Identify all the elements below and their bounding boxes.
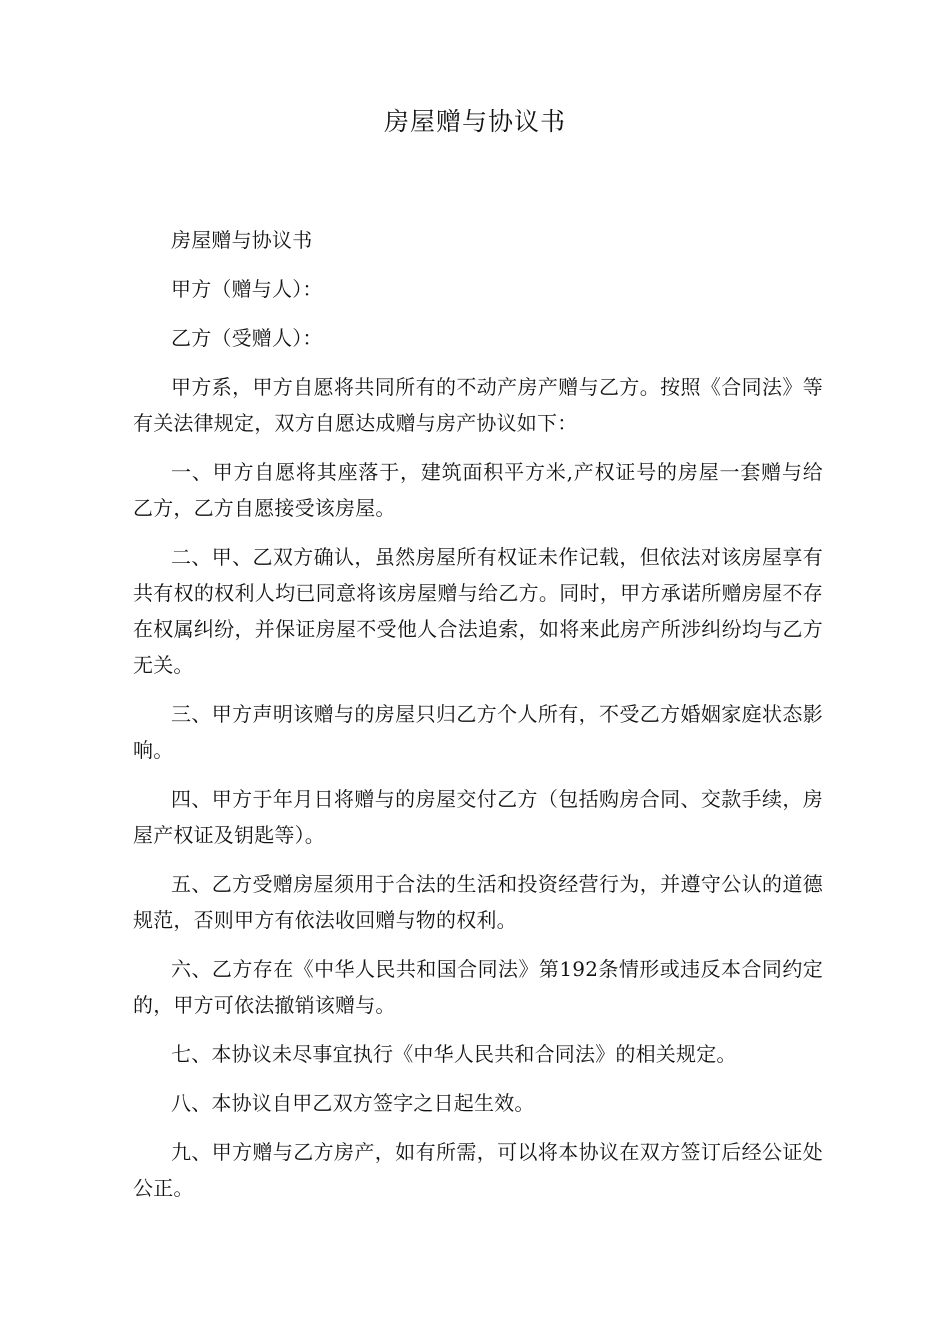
document-title: 房屋赠与协议书 — [383, 107, 566, 136]
clause-5: 五、乙方受赠房屋须用于合法的生活和投资经营行为，并遵守公认的道德规范，否则甲方有依法收回赠与物的权利。 — [133, 872, 823, 932]
clause-9: 九、甲方赠与乙方房产，如有所需，可以将本协议在双方签订后经公证处公正。 — [133, 1140, 823, 1200]
clause-6: 六、乙方存在《中华人民共和国合同法》第192条情形或违反本合同约定的，甲方可依法撤销该赠与。 — [133, 957, 823, 1017]
clause-4: 四、甲方于年月日将赠与的房屋交付乙方（包括购房合同、交款手续，房屋产权证及钥匙等）。 — [133, 787, 823, 847]
paragraph-preamble: 甲方系，甲方自愿将共同所有的不动产房产赠与乙方。按照《合同法》等有关法律规定，双方自愿达成赠与房产协议如下： — [133, 375, 823, 435]
paragraph-party-a: 甲方（赠与人）： — [171, 277, 323, 301]
clause-3: 三、甲方声明该赠与的房屋只归乙方个人所有，不受乙方婚姻家庭状态影响。 — [133, 702, 823, 762]
clause-1: 一、甲方自愿将其座落于，建筑面积平方米,产权证号的房屋一套赠与给乙方，乙方自愿接受该房屋。 — [133, 460, 823, 520]
clause-2: 二、甲、乙双方确认，虽然房屋所有权证未作记载，但依法对该房屋享有共有权的权利人均已同意将该房屋赠与给乙方。同时，甲方承诺所赠房屋不存在权属纠纷，并保证房屋不受他人合法追索，如将来此房产所涉纠纷均与乙方无关。 — [133, 545, 823, 677]
clause-7: 七、本协议未尽事宜执行《中华人民共和合同法》的相关规定。 — [171, 1042, 737, 1066]
document-body — [133, 222, 823, 1219]
paragraph-party-b: 乙方（受赠人）： — [171, 326, 323, 350]
paragraph-heading: 房屋赠与协议书 — [171, 228, 313, 252]
clause-8: 八、本协议自甲乙双方签字之日起生效。 — [171, 1091, 535, 1115]
